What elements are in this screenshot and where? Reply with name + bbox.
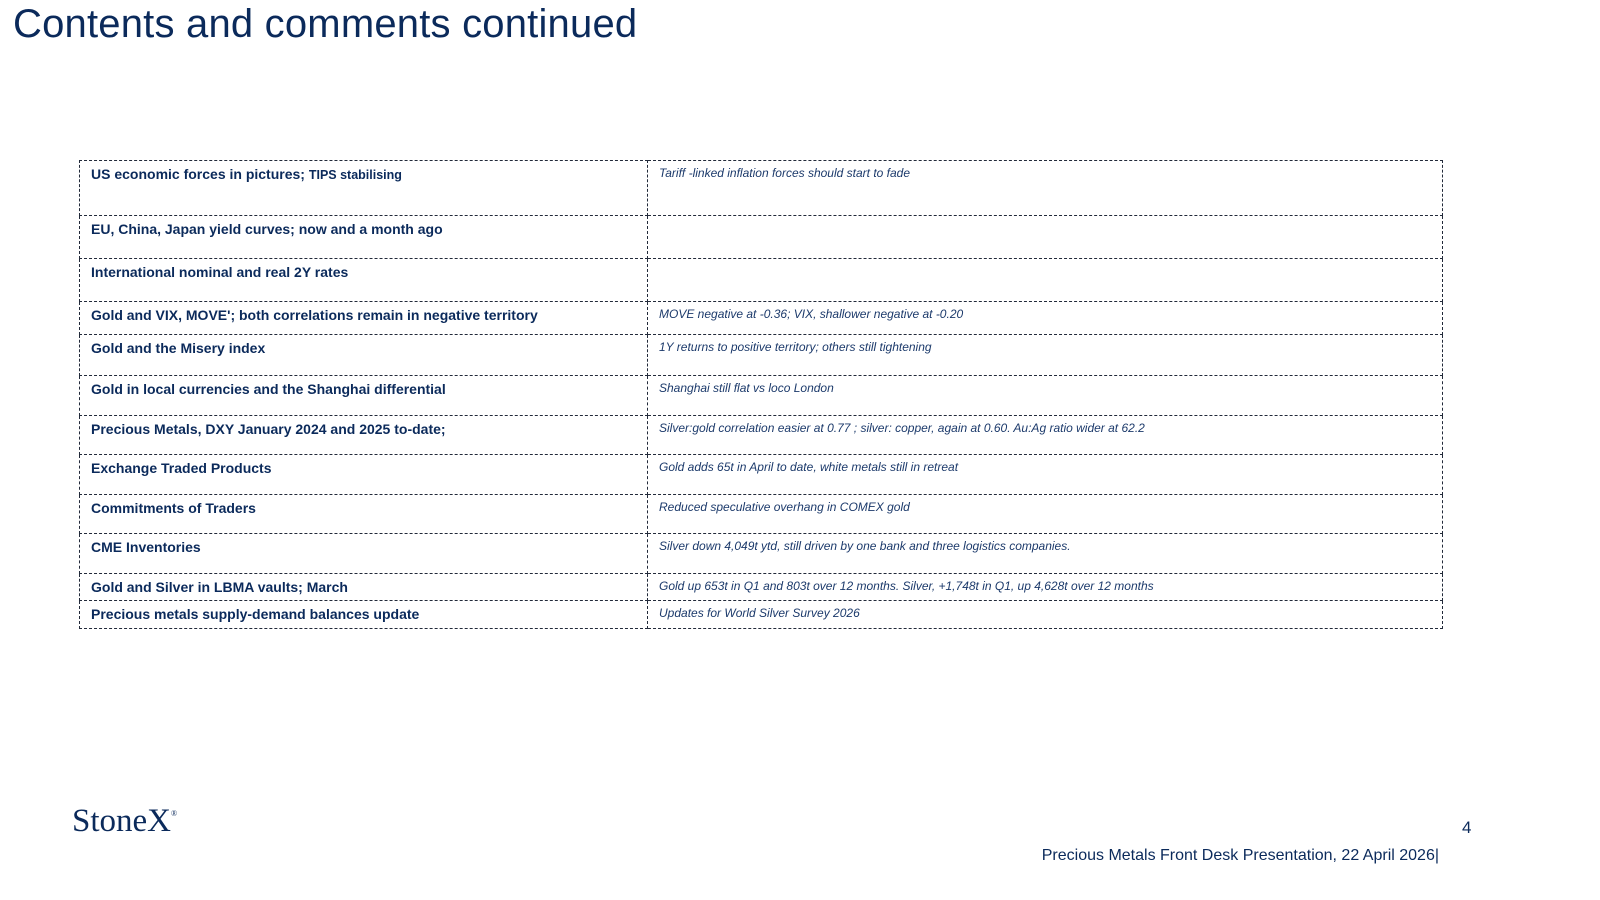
table-row xyxy=(80,216,1443,259)
comment-cell: Gold up 653t in Q1 and 803t over 12 months. Silver, +1,748t in Q1, up 4,628t over 12 months xyxy=(648,574,1443,601)
topic-cell xyxy=(80,161,648,216)
topic-cell: Gold in local currencies and the Shanghai differential xyxy=(80,376,648,416)
topic-cell: CME Inventories xyxy=(80,534,648,574)
footer-text: Precious Metals Front Desk Presentation, 22 April 2026| xyxy=(1041,847,1439,864)
page-number: 4 xyxy=(1462,818,1472,837)
stonex-logo xyxy=(72,803,177,840)
topic-cell: Precious metals supply-demand balances update xyxy=(80,601,648,629)
comment-cell xyxy=(648,216,1443,259)
topic-cell: International nominal and real 2Y rates xyxy=(80,259,648,302)
page-title: Contents and comments continued xyxy=(13,2,638,46)
table-row xyxy=(80,495,1443,534)
comment-cell: Tariff -linked inflation forces should start to fade xyxy=(648,161,1443,216)
table-row xyxy=(80,161,1443,216)
logo-wordmark: StoneX xyxy=(72,803,171,839)
table-row xyxy=(80,534,1443,574)
comment-cell: Updates for World Silver Survey 2026 xyxy=(648,601,1443,629)
contents-table xyxy=(79,160,1443,629)
comment-cell: Shanghai still flat vs loco London xyxy=(648,376,1443,416)
comment-cell: Gold adds 65t in April to date, white metals still in retreat xyxy=(648,455,1443,495)
registered-mark: ® xyxy=(171,809,178,818)
topic-text: US economic forces in pictures; xyxy=(91,166,309,182)
table-row xyxy=(80,376,1443,416)
table-row xyxy=(80,259,1443,302)
topic-cell: Precious Metals, DXY January 2024 and 2025 to-date; xyxy=(80,416,648,455)
comment-cell: Silver:gold correlation easier at 0.77 ; silver: copper, again at 0.60. Au:Ag ratio wider at 62.2 xyxy=(648,416,1443,455)
topic-cell: EU, China, Japan yield curves; now and a month ago xyxy=(80,216,648,259)
table-row xyxy=(80,302,1443,335)
comment-cell: MOVE negative at -0.36; VIX, shallower negative at -0.20 xyxy=(648,302,1443,335)
table-row xyxy=(80,416,1443,455)
topic-cell: Gold and Silver in LBMA vaults; March xyxy=(80,574,648,601)
topic-cell: Exchange Traded Products xyxy=(80,455,648,495)
table-row xyxy=(80,335,1443,376)
comment-cell xyxy=(648,259,1443,302)
topic-subtext: TIPS stabilising xyxy=(308,168,402,182)
topic-cell: Gold and the Misery index xyxy=(80,335,648,376)
table-row xyxy=(80,455,1443,495)
table-row xyxy=(80,601,1443,629)
table-row xyxy=(80,574,1443,601)
topic-cell: Commitments of Traders xyxy=(80,495,648,534)
comment-cell: Silver down 4,049t ytd, still driven by one bank and three logistics companies. xyxy=(648,534,1443,574)
comment-cell: Reduced speculative overhang in COMEX gold xyxy=(648,495,1443,534)
comment-cell: 1Y returns to positive territory; others still tightening xyxy=(648,335,1443,376)
topic-cell: Gold and VIX, MOVE'; both correlations remain in negative territory xyxy=(80,302,648,335)
